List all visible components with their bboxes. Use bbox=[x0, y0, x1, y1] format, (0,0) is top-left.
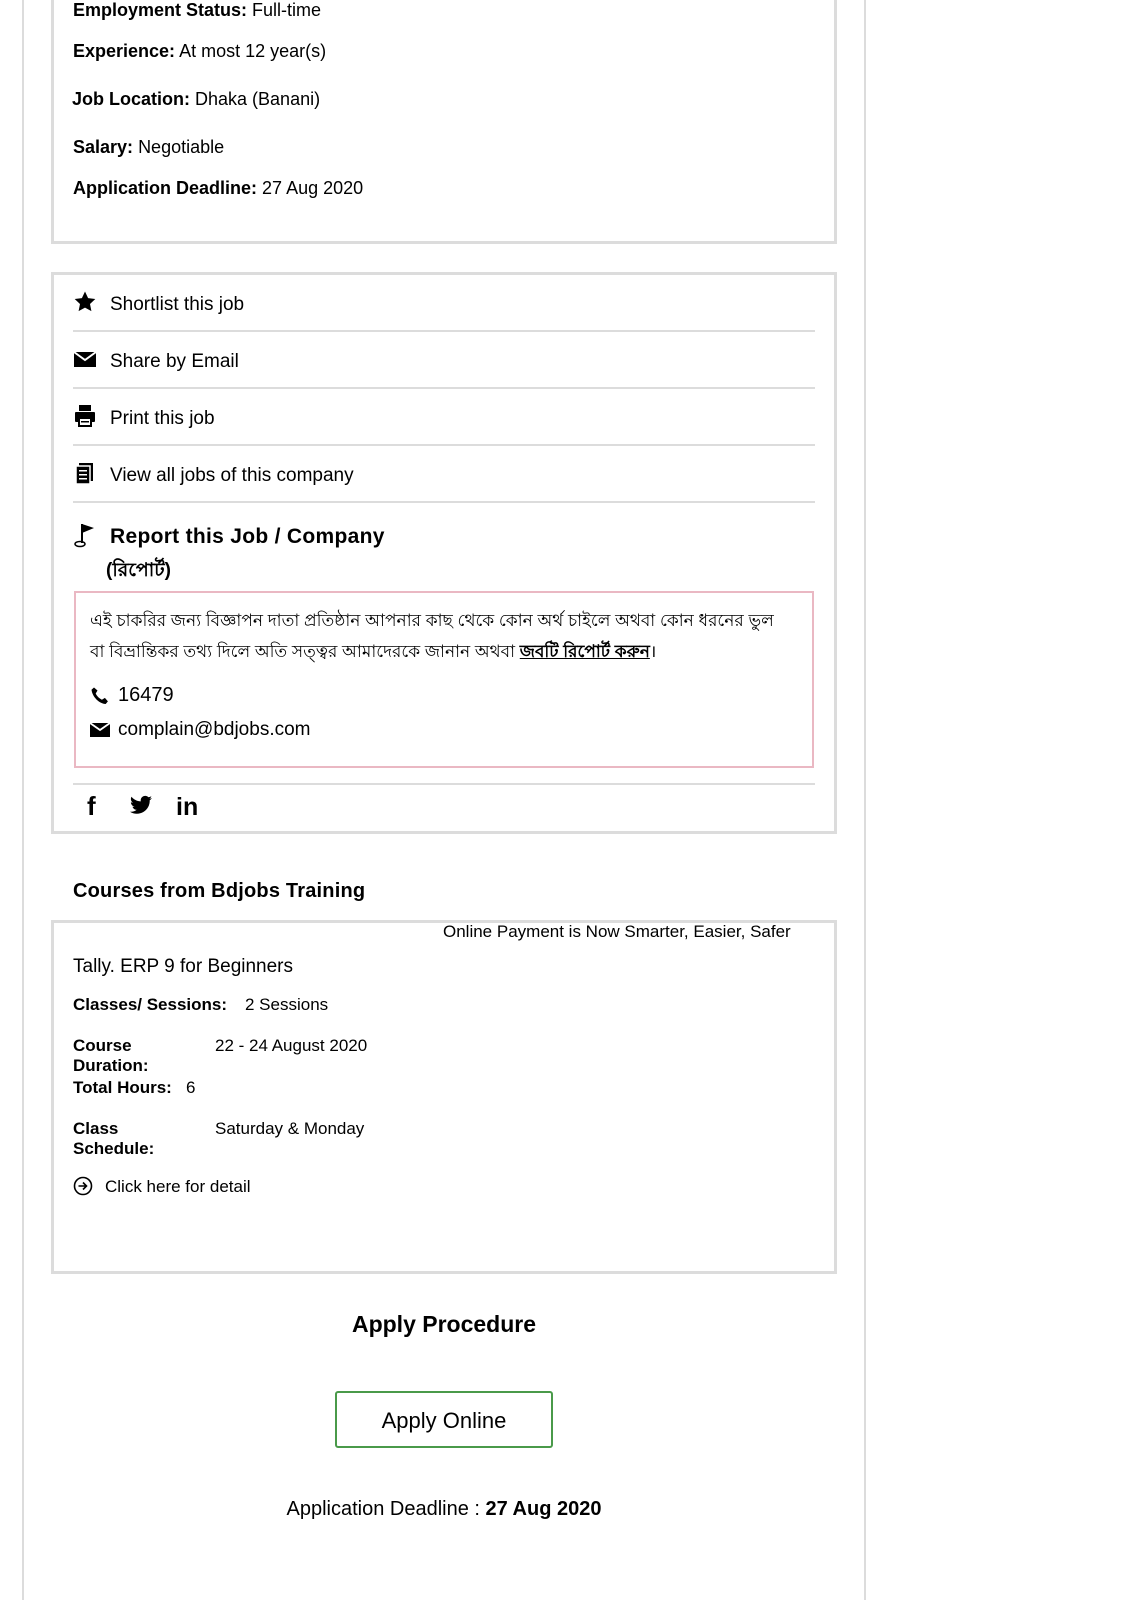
sessions-label: Classes/ Sessions: bbox=[73, 995, 228, 1014]
application-deadline bbox=[73, 178, 363, 199]
schedule-value: Saturday & Monday bbox=[215, 1119, 365, 1138]
documents-icon bbox=[73, 461, 97, 485]
schedule-label: Class Schedule: bbox=[73, 1119, 155, 1158]
svg-text:f: f bbox=[87, 792, 96, 818]
duration-label: Course Duration: bbox=[73, 1036, 149, 1075]
salary bbox=[73, 137, 224, 158]
employment-status-label: Employment Status: bbox=[73, 0, 248, 20]
flag-icon bbox=[74, 522, 96, 548]
deadline-label: Application Deadline: bbox=[73, 178, 258, 198]
arrow-circle-right-icon bbox=[73, 1176, 93, 1196]
apply-online-button[interactable]: Apply Online bbox=[335, 1391, 553, 1448]
report-warning-text bbox=[90, 605, 790, 667]
courses-section-title: Courses from Bdjobs Training bbox=[73, 880, 366, 902]
view-all-jobs-button[interactable] bbox=[73, 447, 815, 503]
duration-value: 22 - 24 August 2020 bbox=[215, 1036, 368, 1055]
deadline-value: 27 Aug 2020 bbox=[262, 178, 364, 198]
facebook-icon[interactable] bbox=[80, 792, 106, 818]
report-email-address[interactable]: complain@bdjobs.com bbox=[118, 719, 311, 740]
phone-icon bbox=[90, 686, 110, 706]
envelope-icon bbox=[73, 347, 97, 371]
employment-status-value: Full-time bbox=[252, 0, 322, 20]
experience-value: At most 12 year(s) bbox=[179, 41, 327, 61]
share-by-email-button[interactable] bbox=[73, 333, 815, 389]
job-summary-box bbox=[51, 0, 837, 244]
job-location-value: Dhaka (Banani) bbox=[195, 89, 321, 109]
social-divider bbox=[73, 783, 815, 785]
twitter-icon[interactable] bbox=[128, 792, 154, 818]
apply-deadline-value: 27 Aug 2020 bbox=[485, 1498, 602, 1520]
shortlist-job-button[interactable] bbox=[73, 276, 815, 332]
printer-icon bbox=[73, 404, 97, 428]
hours-value: 6 bbox=[186, 1078, 196, 1097]
shortlist-label: Shortlist this job bbox=[110, 294, 245, 315]
view-all-label: View all jobs of this company bbox=[110, 465, 354, 486]
payment-note: Online Payment is Now Smarter, Easier, Safer bbox=[443, 922, 791, 941]
report-phone-number[interactable]: 16479 bbox=[118, 684, 174, 706]
job-location bbox=[72, 89, 320, 110]
envelope-icon bbox=[90, 720, 110, 740]
hours-label: Total Hours: bbox=[73, 1078, 172, 1097]
course-title[interactable]: Tally. ERP 9 for Beginners bbox=[73, 956, 294, 977]
apply-procedure-title: Apply Procedure bbox=[351, 1311, 537, 1337]
share-email-label: Share by Email bbox=[110, 351, 239, 372]
linkedin-icon[interactable] bbox=[175, 792, 201, 818]
sessions-value: 2 Sessions bbox=[245, 995, 329, 1014]
detail-link-label: Click here for detail bbox=[105, 1177, 251, 1196]
apply-deadline-label: Application Deadline : bbox=[286, 1498, 486, 1520]
report-job-link[interactable]: জবটি রিপোর্ট করুন bbox=[519, 642, 650, 661]
salary-label: Salary: bbox=[73, 137, 134, 157]
print-label: Print this job bbox=[110, 408, 215, 429]
warning-body: এই চাকরির জন্য বিজ্ঞাপন দাতা প্রতিষ্ঠান আপনার কাছ থেকে কোন অর্থ চাইলে অথবা কোন ধরনের ভুল বা বিভ্রান্তিকর তথ্য দিলে অতি সত্ত্বর আমাদেরকে জানান অথবা bbox=[90, 611, 774, 661]
star-icon bbox=[73, 290, 97, 314]
report-warning-box bbox=[74, 591, 814, 768]
salary-value: Negotiable bbox=[138, 137, 225, 157]
job-location-label: Job Location: bbox=[72, 89, 190, 109]
report-job-subtitle: (রিপোর্ট) bbox=[106, 560, 171, 581]
experience bbox=[73, 41, 326, 62]
employment-status bbox=[73, 0, 321, 21]
svg-text:in: in bbox=[176, 793, 199, 818]
report-job-title[interactable]: Report this Job / Company bbox=[110, 525, 385, 548]
print-job-button[interactable] bbox=[73, 390, 815, 446]
warning-end: । bbox=[649, 642, 657, 661]
experience-label: Experience: bbox=[73, 41, 176, 61]
apply-deadline bbox=[0, 1498, 888, 1521]
